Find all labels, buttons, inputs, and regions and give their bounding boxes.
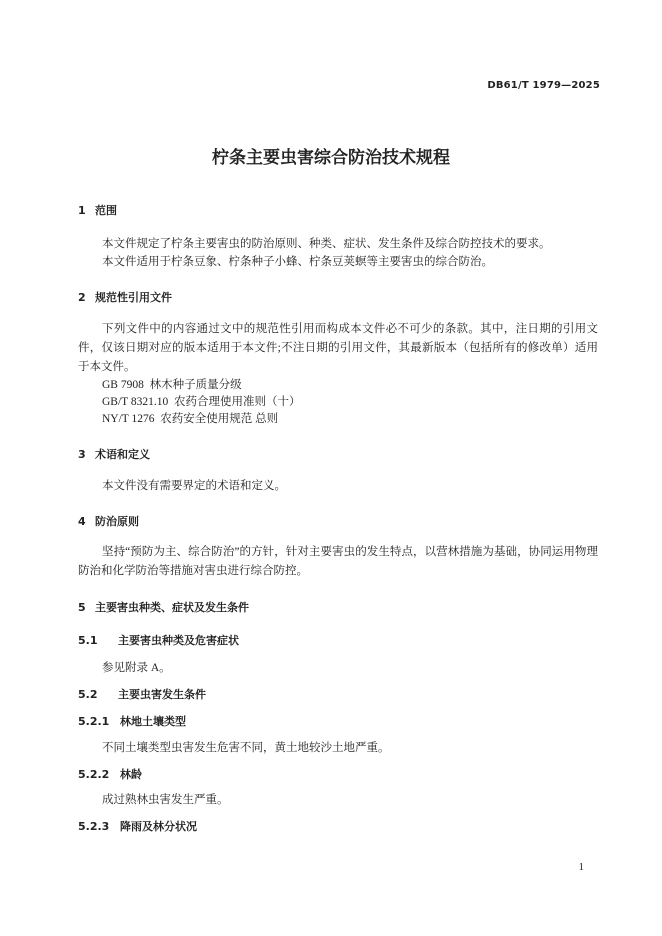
section-5-1-text: 参见附录 A。: [102, 662, 171, 674]
reference-name: 农药合理使用准则（十）: [174, 396, 301, 408]
section-5-1-title: 主要害虫种类及危害症状: [118, 634, 239, 647]
section-5-2-1-title: 林地土壤类型: [120, 715, 186, 728]
reference-item: [102, 376, 242, 392]
section-3-heading: [78, 446, 150, 462]
reference-code: GB/T 8321.10: [102, 396, 169, 408]
section-2-number: 2: [78, 291, 86, 304]
section-5-heading: [78, 599, 249, 615]
section-4-number: 4: [78, 515, 86, 528]
section-5-2-3-number: 5.2.3: [78, 820, 110, 833]
standard-number: DB61/T 1979—2025: [487, 80, 600, 91]
section-3-number: 3: [78, 448, 86, 461]
section-4-heading: [78, 513, 139, 529]
section-5-2-2-number: 5.2.2: [78, 768, 110, 781]
section-2-heading: [78, 289, 172, 305]
section-3-text: 本文件没有需要界定的术语和定义。: [102, 480, 286, 492]
section-1-paragraph-2: 本文件适用于柠条豆象、柠条种子小蜂、柠条豆荚螟等主要害虫的综合防治。: [102, 256, 493, 268]
reference-code: NY/T 1276: [102, 413, 155, 425]
section-5-title: 主要害虫种类、症状及发生条件: [95, 601, 249, 614]
section-5-2-3-heading: [78, 818, 197, 834]
reference-name: 农药安全使用规范 总则: [160, 413, 279, 425]
section-5-2-2-text: 成过熟林虫害发生严重。: [102, 794, 229, 806]
section-1-paragraph-1: 本文件规定了柠条主要害虫的防治原则、种类、症状、发生条件及综合防控技术的要求。: [102, 238, 551, 250]
reference-item: [102, 393, 301, 409]
section-5-2-2-heading: [78, 766, 142, 782]
section-5-2-2-title: 林龄: [120, 768, 142, 781]
page-number: 1: [578, 861, 584, 873]
section-5-1-heading: [78, 632, 239, 648]
section-1-heading: [78, 202, 117, 218]
section-5-1-number: 5.1: [78, 634, 98, 647]
section-5-2-number: 5.2: [78, 688, 98, 701]
section-4-title: 防治原则: [95, 515, 139, 528]
section-5-2-1-heading: [78, 713, 186, 729]
section-4-text: 坚持“预防为主、综合防治”的方针，针对主要害虫的发生特点，以营林措施为基础，协同运用物理防治和化学防治等措施对害虫进行综合防控。: [78, 546, 598, 577]
section-5-2-heading: [78, 686, 206, 702]
reference-code: GB 7908: [102, 379, 144, 391]
section-3-title: 术语和定义: [95, 448, 150, 461]
section-1-title: 范围: [95, 204, 117, 217]
reference-item: [102, 410, 278, 426]
section-5-2-title: 主要虫害发生条件: [118, 688, 206, 701]
section-5-2-1-number: 5.2.1: [78, 715, 110, 728]
reference-name: 林木种子质量分级: [149, 379, 242, 391]
section-2-intro: 下列文件中的内容通过文中的规范性引用而构成本文件必不可少的条款。其中，注日期的引用文件，仅该日期对应的版本适用于本文件;不注日期的引用文件，其最新版本（包括所有的修改单）适用于本文件。: [78, 323, 598, 373]
section-2-title: 规范性引用文件: [95, 291, 172, 304]
section-5-2-3-title: 降雨及林分状况: [120, 820, 197, 833]
section-5-number: 5: [78, 601, 86, 614]
section-1-number: 1: [78, 204, 86, 217]
section-5-2-1-text: 不同土壤类型虫害发生危害不同，黄土地较沙土地严重。: [102, 742, 390, 754]
document-title: 柠条主要虫害综合防治技术规程: [212, 148, 450, 168]
